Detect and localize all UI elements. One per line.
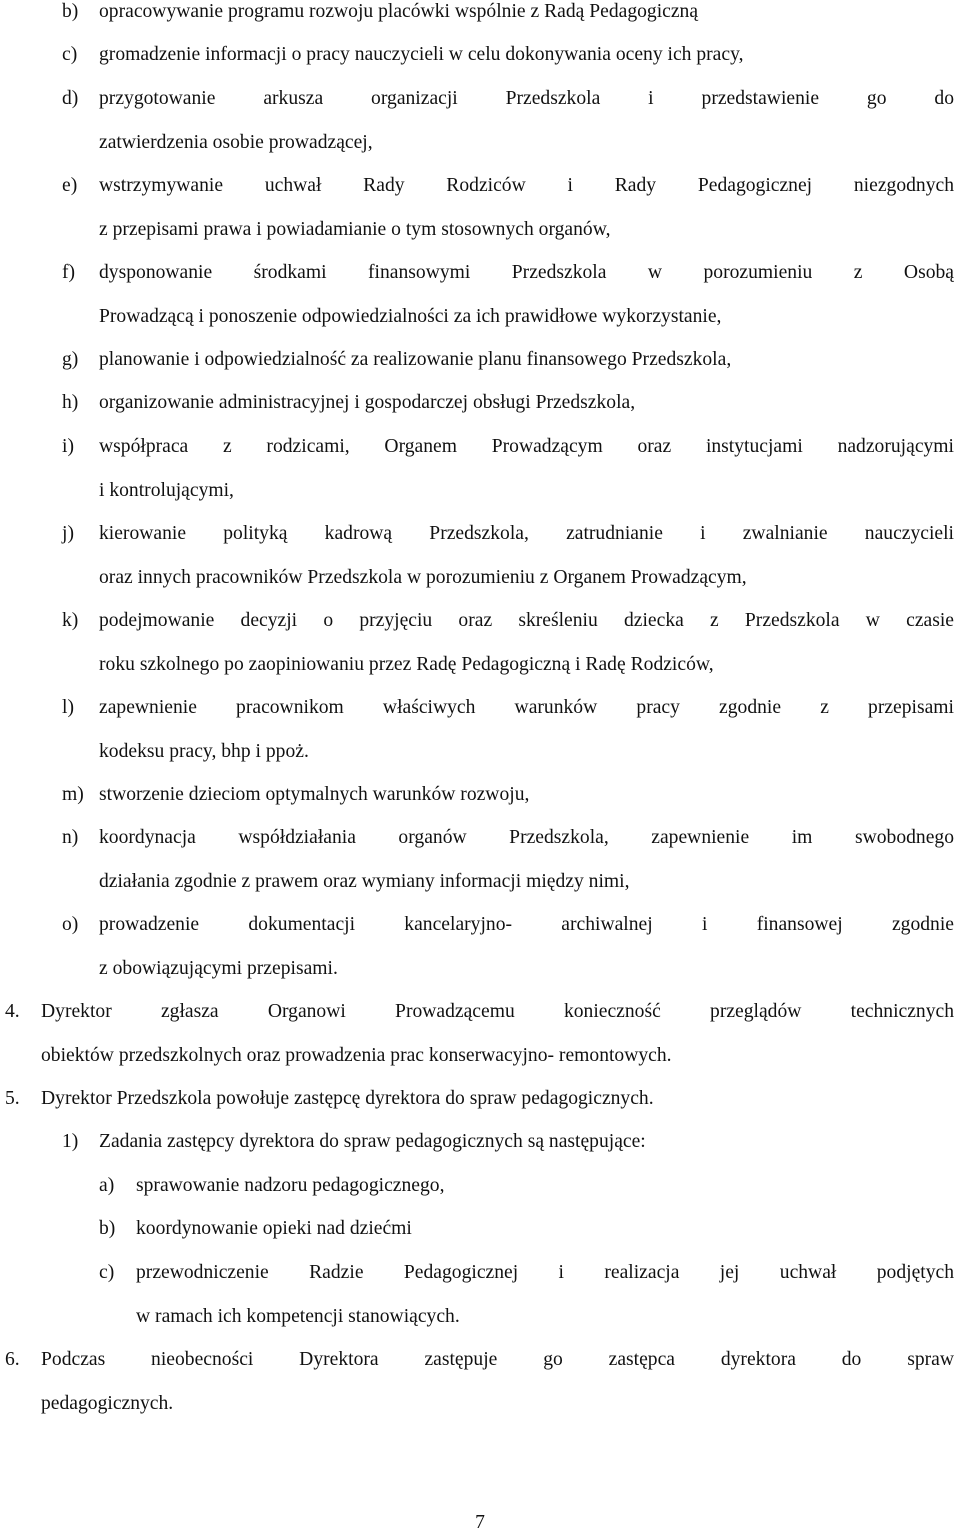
list-item-text: kierowanie polityką kadrową Przedszkola, zatrudnianie i zwalnianie nauczycieli <box>99 523 954 544</box>
list-item-text: w ramach ich kompetencji stanowiących. <box>136 1305 460 1327</box>
list-marker: c) <box>99 1262 115 1283</box>
section-number: 5. <box>5 1088 20 1109</box>
list-marker: d) <box>62 88 79 109</box>
list-item-text: stworzenie dzieciom optymalnych warunków rozwoju, <box>99 784 530 805</box>
section-text: Dyrektor Przedszkola powołuje zastępcę dyrektora do spraw pedagogicznych. <box>41 1088 654 1109</box>
list-item-text: planowanie i odpowiedzialność za realizowanie planu finansowego Przedszkola, <box>99 349 732 370</box>
list-item-text: zatwierdzenia osobie prowadzącej, <box>99 131 373 153</box>
list-item-text: współpraca z rodzicami, Organem Prowadzącym oraz instytucjami nadzorującymi <box>99 436 954 457</box>
section-text: pedagogicznych. <box>41 1392 174 1414</box>
list-marker: i) <box>62 436 74 457</box>
list-marker: g) <box>62 349 79 370</box>
list-item-text: Prowadzącą i ponoszenie odpowiedzialności za ich prawidłowe wykorzystanie, <box>99 305 722 327</box>
list-item-text: prowadzenie dokumentacji kancelaryjno- archiwalnej i finansowej zgodnie <box>99 914 954 935</box>
list-marker: e) <box>62 175 78 196</box>
list-item-text: organizowanie administracyjnej i gospodarczej obsługi Przedszkola, <box>99 392 636 413</box>
list-item-text: przygotowanie arkusza organizacji Przedszkola i przedstawienie go do <box>99 88 954 109</box>
section-number: 6. <box>5 1349 20 1370</box>
list-item-text: kodeksu pracy, bhp i ppoż. <box>99 740 309 762</box>
list-marker: m) <box>62 784 84 805</box>
point-text: Zadania zastępcy dyrektora do spraw pedagogicznych są następujące: <box>99 1131 646 1152</box>
list-item-text: roku szkolnego po zaopiniowaniu przez Radę Pedagogiczną i Radę Rodziców, <box>99 653 714 675</box>
list-marker: n) <box>62 827 79 848</box>
section-text: Dyrektor zgłasza Organowi Prowadzącemu konieczność przeglądów technicznych <box>41 1001 954 1022</box>
list-marker: f) <box>62 262 76 283</box>
list-marker: h) <box>62 392 79 413</box>
list-marker: a) <box>99 1175 115 1196</box>
list-item-text: i kontrolującymi, <box>99 479 234 501</box>
list-item-text: gromadzenie informacji o pracy nauczycieli w celu dokonywania oceny ich pracy, <box>99 44 744 65</box>
section-text: obiektów przedszkolnych oraz prowadzenia prac konserwacyjno- remontowych. <box>41 1044 672 1066</box>
list-marker: o) <box>62 914 79 935</box>
section-text: Podczas nieobecności Dyrektora zastępuje go zastępca dyrektora do spraw <box>41 1349 954 1370</box>
list-item-text: działania zgodnie z prawem oraz wymiany informacji między nimi, <box>99 870 630 892</box>
list-marker: b) <box>62 1 79 22</box>
list-item-text: wstrzymywanie uchwał Rady Rodziców i Rady Pedagogicznej niezgodnych <box>99 175 954 196</box>
point-marker: 1) <box>62 1131 79 1152</box>
list-item-text: koordynowanie opieki nad dziećmi <box>136 1218 412 1239</box>
list-item-text: dysponowanie środkami finansowymi Przedszkola w porozumieniu z Osobą <box>99 262 954 283</box>
list-marker: c) <box>62 44 78 65</box>
list-marker: k) <box>62 610 79 631</box>
list-marker: l) <box>62 697 74 718</box>
section-number: 4. <box>5 1001 20 1022</box>
list-marker: b) <box>99 1218 116 1239</box>
list-item-text: sprawowanie nadzoru pedagogicznego, <box>136 1175 445 1196</box>
list-item-text: z obowiązującymi przepisami. <box>99 957 338 979</box>
list-marker: j) <box>62 523 74 544</box>
list-item-text: przewodniczenie Radzie Pedagogicznej i realizacja jej uchwał podjętych <box>136 1262 954 1283</box>
page-number: 7 <box>475 1512 485 1533</box>
list-item-text: zapewnienie pracownikom właściwych warunków pracy zgodnie z przepisami <box>99 697 954 718</box>
list-item-text: koordynacja współdziałania organów Przedszkola, zapewnienie im swobodnego <box>99 827 954 848</box>
list-item-text: oraz innych pracowników Przedszkola w porozumieniu z Organem Prowadzącym, <box>99 566 747 588</box>
list-item-text: z przepisami prawa i powiadamianie o tym stosownych organów, <box>99 218 611 240</box>
list-item-text: opracowywanie programu rozwoju placówki wspólnie z Radą Pedagogiczną <box>99 1 699 22</box>
list-item-text: podejmowanie decyzji o przyjęciu oraz skreśleniu dziecka z Przedszkola w czasie <box>99 610 954 631</box>
